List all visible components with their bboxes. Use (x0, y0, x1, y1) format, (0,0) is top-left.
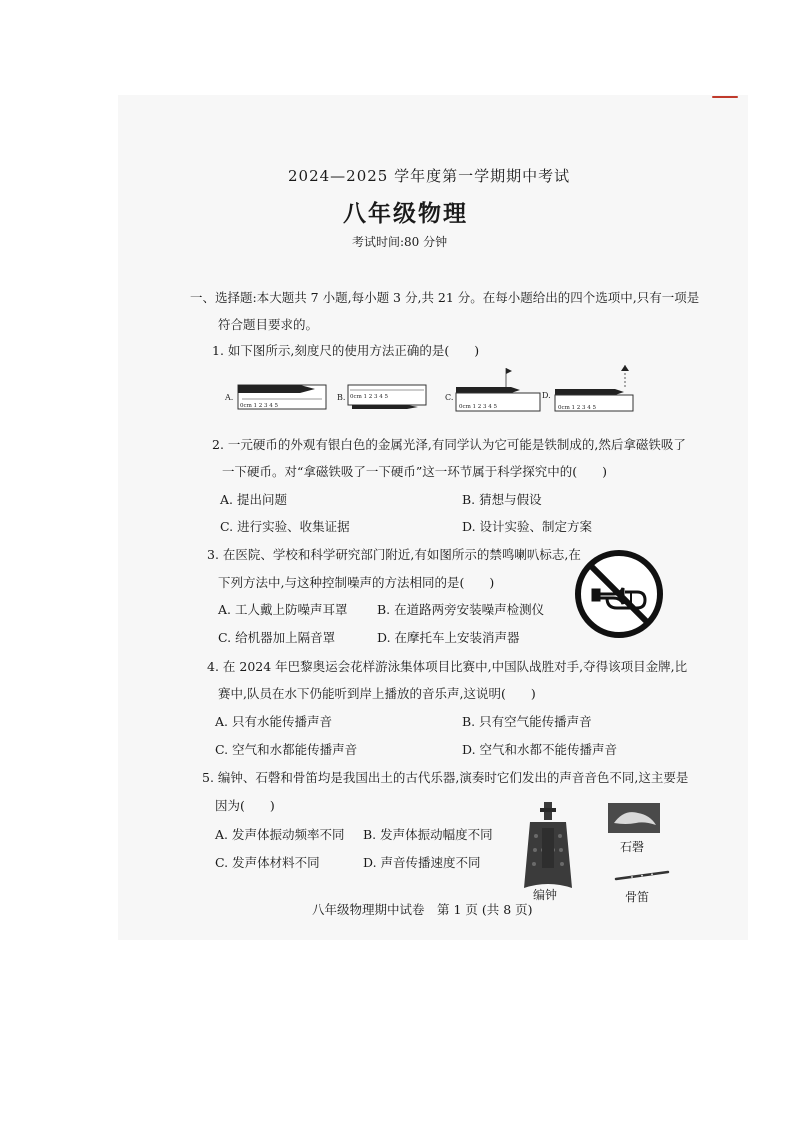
q4-option-c[interactable]: C. 空气和水都能传播声音 (215, 742, 358, 757)
bone-flute-icon (612, 868, 672, 882)
exam-time: 考试时间:80 分钟 (352, 235, 448, 249)
q2-option-a[interactable]: A. 提出问题 (220, 492, 287, 507)
section-intro-line1: 一、选择题:本大题共 7 小题,每小题 3 分,共 21 分。在每小题给出的四个选项中,只有一项是 (190, 290, 700, 305)
question-2-line2: 一下硬币。对“拿磁铁吸了一下硬币”这一环节属于科学探究中的( ) (222, 464, 608, 479)
q3-option-c[interactable]: C. 给机器加上隔音罩 (218, 630, 336, 645)
subject-title: 八年级物理 (343, 200, 468, 227)
no-horn-sign-icon (573, 548, 665, 640)
figure-label-b: B. (337, 393, 346, 402)
question-4-line2: 赛中,队员在水下仍能听到岸上播放的音乐声,这说明( ) (218, 686, 536, 701)
question-5-line1: 5. 编钟、石磬和骨笛均是我国出土的古代乐器,演奏时它们发出的声音音色不同,这主要是 (202, 770, 689, 785)
q5-option-a[interactable]: A. 发声体振动频率不同 (215, 827, 345, 842)
figure-label-c: C. (445, 393, 454, 402)
question-4-line1: 4. 在 2024 年巴黎奥运会花样游泳集体项目比赛中,中国队战胜对手,夺得该项目金牌,比 (207, 659, 688, 674)
q2-option-d[interactable]: D. 设计实验、制定方案 (462, 519, 593, 534)
bronze-bell-icon (518, 800, 578, 890)
question-2-line1: 2. 一元硬币的外观有银白色的金属光泽,有同学认为它可能是铁制成的,然后拿磁铁吸了 (212, 437, 686, 452)
figure-label-a: A. (225, 393, 234, 402)
ruler-scale-c: 0cm 1 2 3 4 5 (459, 404, 498, 410)
question-3-line1: 3. 在医院、学校和科学研究部门附近,有如图所示的禁鸣喇叭标志,在 (207, 547, 581, 562)
q3-option-a[interactable]: A. 工人戴上防噪声耳罩 (218, 602, 348, 617)
ruler-scale-b: 0cm 1 2 3 4 5 (350, 394, 389, 400)
q3-option-d[interactable]: D. 在摩托车上安装消声器 (377, 630, 520, 645)
question-5-line2: 因为( ) (215, 798, 275, 813)
bone-flute-caption: 骨笛 (625, 890, 650, 904)
stone-chime-icon (608, 803, 660, 833)
figure-label-d: D. (542, 391, 551, 400)
q3-option-b[interactable]: B. 在道路两旁安装噪声检测仪 (377, 602, 545, 617)
ruler-figures (220, 365, 640, 420)
q5-option-c[interactable]: C. 发声体材料不同 (215, 855, 320, 870)
ruler-scale-d: 0cm 1 2 3 4 5 (558, 405, 597, 411)
question-1: 1. 如下图所示,刻度尺的使用方法正确的是( ) (212, 343, 480, 358)
bell-caption: 编钟 (533, 888, 558, 902)
ruler-figure-c (445, 368, 540, 411)
q2-option-c[interactable]: C. 进行实验、收集证据 (220, 519, 350, 534)
red-pen-mark (712, 96, 738, 98)
q4-option-a[interactable]: A. 只有水能传播声音 (215, 714, 332, 729)
ruler-figure-b (337, 385, 426, 409)
q5-option-d[interactable]: D. 声音传播速度不同 (363, 855, 481, 870)
question-3-line2: 下列方法中,与这种控制噪声的方法相同的是( ) (218, 575, 495, 590)
ruler-figure-a (224, 385, 326, 409)
section-intro-line2: 符合题目要求的。 (218, 317, 319, 332)
page-footer: 八年级物理期中试卷 第 1 页 (共 8 页) (312, 902, 533, 917)
ruler-scale-a: 0cm 1 2 3 4 5 (240, 403, 279, 409)
q4-option-d[interactable]: D. 空气和水都不能传播声音 (462, 742, 618, 757)
exam-title: 2024—2025 学年度第一学期期中考试 (288, 167, 571, 185)
q4-option-b[interactable]: B. 只有空气能传播声音 (462, 714, 592, 729)
stone-chime-caption: 石磬 (620, 840, 645, 854)
q5-option-b[interactable]: B. 发声体振动幅度不同 (363, 827, 493, 842)
q2-option-b[interactable]: B. 猜想与假设 (462, 492, 542, 507)
ruler-figure-d (542, 365, 633, 411)
